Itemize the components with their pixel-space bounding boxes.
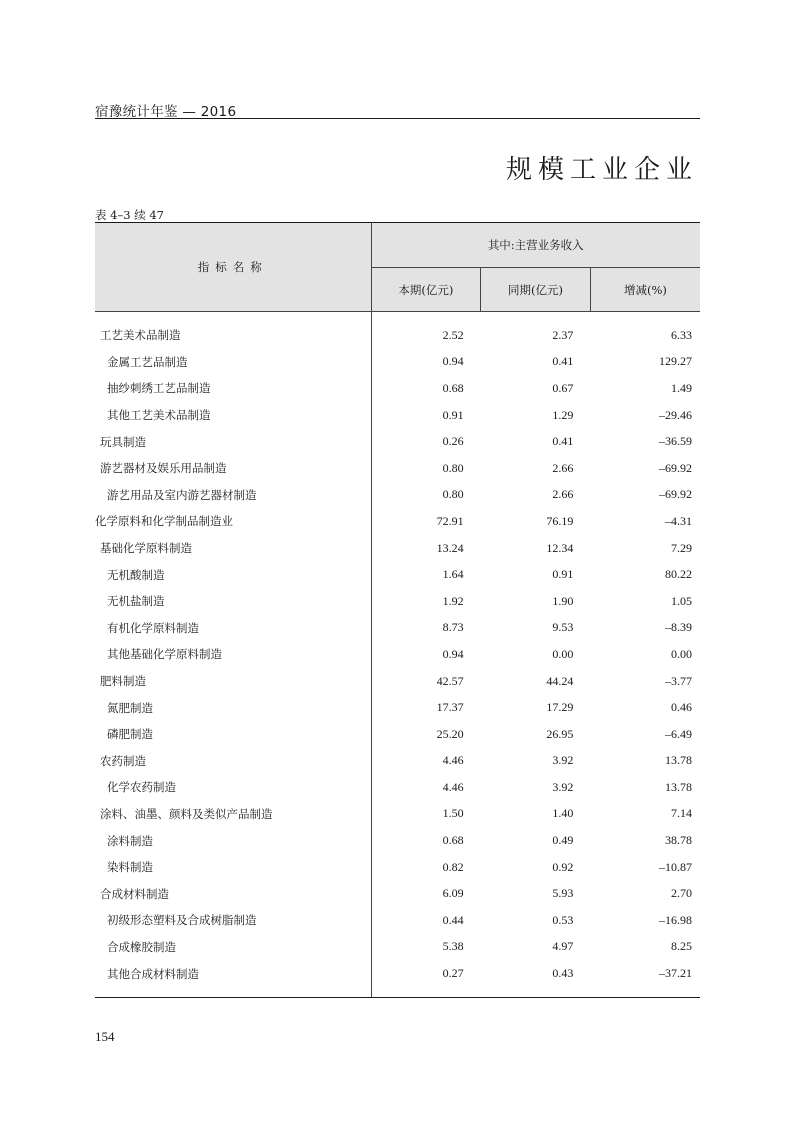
table-label: 表 4–3 续 47 bbox=[95, 208, 164, 222]
row-name: 氮肥制造 bbox=[95, 694, 371, 721]
row-previous-value: 76.19 bbox=[546, 513, 574, 528]
row-change-value: –37.21 bbox=[659, 966, 692, 981]
table-row bbox=[95, 801, 700, 828]
row-change-value: –16.98 bbox=[659, 912, 692, 927]
row-change-value: –6.49 bbox=[665, 726, 692, 741]
row-previous-value: 2.66 bbox=[552, 460, 574, 475]
table-row bbox=[95, 349, 700, 376]
row-name: 化学原料和化学制品制造业 bbox=[95, 508, 371, 535]
section-title: 规模工业企业 bbox=[505, 155, 698, 185]
row-name: 其他基础化学原料制造 bbox=[95, 641, 371, 668]
row-name: 化学农药制造 bbox=[95, 774, 371, 801]
row-current-value: 0.44 bbox=[442, 912, 464, 927]
row-name: 染料制造 bbox=[95, 854, 371, 881]
table-row bbox=[95, 561, 700, 588]
change-percent-header: 增减(%) bbox=[590, 268, 700, 312]
table-row bbox=[95, 482, 700, 509]
row-previous-value: 3.92 bbox=[552, 753, 574, 768]
row-name: 有机化学原料制造 bbox=[95, 615, 371, 642]
table-row bbox=[95, 615, 700, 642]
row-current-value: 0.68 bbox=[442, 380, 464, 395]
row-current-value: 42.57 bbox=[436, 673, 464, 688]
row-change-value: 7.29 bbox=[671, 540, 692, 555]
table-row bbox=[95, 960, 700, 987]
row-name: 金属工艺品制造 bbox=[95, 349, 371, 376]
table-row bbox=[95, 375, 700, 402]
row-name: 涂料、油墨、颜料及类似产品制造 bbox=[95, 801, 371, 828]
row-change-value: 80.22 bbox=[665, 567, 692, 582]
row-previous-value: 5.93 bbox=[552, 886, 574, 901]
row-name: 无机酸制造 bbox=[95, 561, 371, 588]
row-current-value: 1.64 bbox=[442, 567, 464, 582]
table-row bbox=[95, 535, 700, 562]
row-change-value: –36.59 bbox=[659, 434, 692, 449]
main-revenue-header: 其中:主营业务收入 bbox=[371, 223, 700, 268]
row-previous-value: 0.41 bbox=[552, 434, 574, 449]
table-row bbox=[95, 428, 700, 455]
table-row bbox=[95, 774, 700, 801]
row-previous-value: 2.37 bbox=[552, 327, 574, 342]
row-previous-value: 44.24 bbox=[546, 673, 574, 688]
row-change-value: 1.49 bbox=[671, 380, 692, 395]
row-change-value: –29.46 bbox=[659, 407, 692, 422]
row-name: 农药制造 bbox=[95, 748, 371, 775]
row-name: 合成橡胶制造 bbox=[95, 934, 371, 961]
row-current-value: 8.73 bbox=[442, 620, 464, 635]
row-current-value: 4.46 bbox=[442, 753, 464, 768]
row-current-value: 1.50 bbox=[442, 806, 464, 821]
row-previous-value: 9.53 bbox=[552, 620, 574, 635]
row-current-value: 17.37 bbox=[436, 700, 464, 715]
row-current-value: 0.68 bbox=[442, 833, 464, 848]
row-name: 游艺器材及娱乐用品制造 bbox=[95, 455, 371, 482]
row-change-value: 7.14 bbox=[671, 806, 692, 821]
row-change-value: –10.87 bbox=[659, 859, 692, 874]
row-change-value: –3.77 bbox=[665, 673, 692, 688]
row-previous-value: 0.91 bbox=[552, 567, 574, 582]
row-previous-value: 12.34 bbox=[546, 540, 574, 555]
row-change-value: 0.46 bbox=[671, 700, 692, 715]
row-change-value: 1.05 bbox=[671, 593, 692, 608]
row-current-value: 0.94 bbox=[442, 354, 464, 369]
row-name: 抽纱刺绣工艺品制造 bbox=[95, 375, 371, 402]
row-change-value: 0.00 bbox=[671, 646, 692, 661]
row-current-value: 13.24 bbox=[436, 540, 464, 555]
row-previous-value: 26.95 bbox=[546, 726, 574, 741]
table-row bbox=[95, 934, 700, 961]
row-name: 其他工艺美术品制造 bbox=[95, 402, 371, 429]
row-previous-value: 4.97 bbox=[552, 939, 574, 954]
row-previous-value: 0.92 bbox=[552, 859, 574, 874]
row-previous-value: 0.00 bbox=[552, 646, 574, 661]
table-row bbox=[95, 748, 700, 775]
row-change-value: 13.78 bbox=[665, 779, 692, 794]
table-row bbox=[95, 508, 700, 535]
table-row bbox=[95, 588, 700, 615]
row-current-value: 72.91 bbox=[436, 513, 464, 528]
row-previous-value: 17.29 bbox=[546, 700, 574, 715]
indicator-name-header: 指标名称 bbox=[95, 223, 371, 312]
row-name: 玩具制造 bbox=[95, 428, 371, 455]
row-current-value: 1.92 bbox=[442, 593, 464, 608]
row-current-value: 0.91 bbox=[442, 407, 464, 422]
table-row bbox=[95, 402, 700, 429]
row-name: 基础化学原料制造 bbox=[95, 535, 371, 562]
row-name: 初级形态塑料及合成树脂制造 bbox=[95, 907, 371, 934]
row-name: 磷肥制造 bbox=[95, 721, 371, 748]
row-previous-value: 0.41 bbox=[552, 354, 574, 369]
row-previous-value: 3.92 bbox=[552, 779, 574, 794]
row-current-value: 6.09 bbox=[442, 886, 464, 901]
row-previous-value: 0.49 bbox=[552, 833, 574, 848]
header-rule bbox=[95, 118, 700, 119]
row-current-value: 0.26 bbox=[442, 434, 464, 449]
running-head: 宿豫统计年鉴 — 2016 bbox=[95, 104, 237, 120]
row-change-value: 8.25 bbox=[671, 939, 692, 954]
row-current-value: 4.46 bbox=[442, 779, 464, 794]
table-row bbox=[95, 721, 700, 748]
row-change-value: 6.33 bbox=[671, 327, 692, 342]
row-previous-value: 1.90 bbox=[552, 593, 574, 608]
row-previous-value: 1.40 bbox=[552, 806, 574, 821]
row-current-value: 0.80 bbox=[442, 460, 464, 475]
row-change-value: 13.78 bbox=[665, 753, 692, 768]
previous-period-header: 同期(亿元) bbox=[481, 268, 591, 312]
statistics-table bbox=[95, 222, 700, 998]
row-previous-value: 0.67 bbox=[552, 380, 574, 395]
row-previous-value: 1.29 bbox=[552, 407, 574, 422]
row-change-value: 129.27 bbox=[659, 354, 692, 369]
row-change-value: –8.39 bbox=[665, 620, 692, 635]
table-body bbox=[95, 312, 700, 998]
row-current-value: 0.94 bbox=[442, 646, 464, 661]
row-current-value: 0.82 bbox=[442, 859, 464, 874]
table-row bbox=[95, 880, 700, 907]
row-change-value: 2.70 bbox=[671, 886, 692, 901]
row-name: 工艺美术品制造 bbox=[95, 322, 371, 349]
table-row bbox=[95, 641, 700, 668]
row-name: 游艺用品及室内游艺器材制造 bbox=[95, 482, 371, 509]
row-previous-value: 0.53 bbox=[552, 912, 574, 927]
row-change-value: –69.92 bbox=[659, 487, 692, 502]
table-row bbox=[95, 455, 700, 482]
table-row bbox=[95, 907, 700, 934]
page-number: 154 bbox=[95, 1029, 115, 1044]
row-current-value: 0.80 bbox=[442, 487, 464, 502]
row-current-value: 2.52 bbox=[442, 327, 464, 342]
table-row bbox=[95, 694, 700, 721]
row-name: 无机盐制造 bbox=[95, 588, 371, 615]
row-name: 肥料制造 bbox=[95, 668, 371, 695]
current-period-header: 本期(亿元) bbox=[371, 268, 481, 312]
row-current-value: 0.27 bbox=[442, 966, 464, 981]
row-change-value: –4.31 bbox=[665, 513, 692, 528]
row-name: 其他合成材料制造 bbox=[95, 960, 371, 987]
row-previous-value: 2.66 bbox=[552, 487, 574, 502]
table-row bbox=[95, 322, 700, 349]
row-change-value: 38.78 bbox=[665, 833, 692, 848]
row-current-value: 5.38 bbox=[442, 939, 464, 954]
table-row bbox=[95, 827, 700, 854]
row-current-value: 25.20 bbox=[436, 726, 464, 741]
row-name: 涂料制造 bbox=[95, 827, 371, 854]
table-row bbox=[95, 668, 700, 695]
row-name: 合成材料制造 bbox=[95, 880, 371, 907]
table-row bbox=[95, 854, 700, 881]
row-previous-value: 0.43 bbox=[552, 966, 574, 981]
row-change-value: –69.92 bbox=[659, 460, 692, 475]
